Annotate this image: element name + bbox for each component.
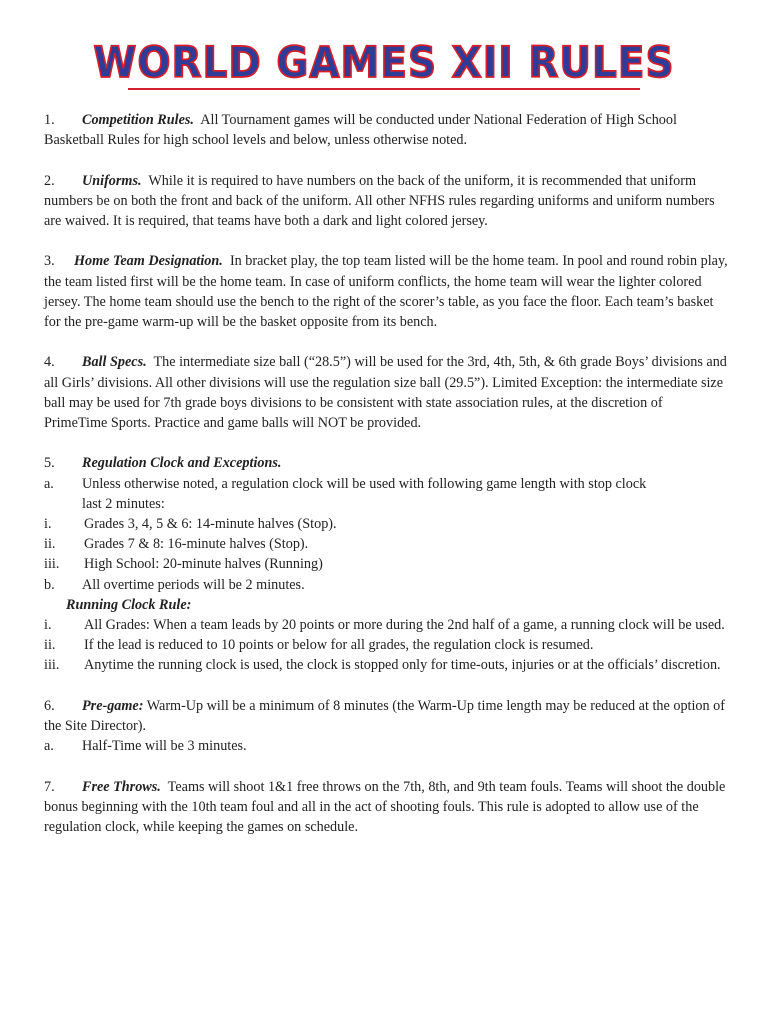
- running-clock-item: i. All Grades: When a team leads by 20 points or more during the 2nd half of a game, a running clock will be used.: [44, 617, 725, 634]
- rule-5-number: 5.: [44, 455, 55, 472]
- rule-2-number: 2.: [44, 172, 55, 189]
- rule-5-a-marker: a.: [44, 475, 54, 492]
- rule-6-text: Warm-Up will be a minimum of 8 minutes (the Warm-Up time length may be reduced at the option of the Site Director).: [44, 697, 725, 735]
- rule-5-item: i. Grades 3, 4, 5 & 6: 14-minute halves (Stop).: [44, 516, 337, 532]
- rule-5-b-marker: b.: [44, 576, 55, 593]
- rule-4-text: The intermediate size ball (“28.5”) will be used for the 3rd, 4th, 5th, & 6th grade Boys’ divisions and all Girls’ divisions. All other divisions will use the regulation size ball (29.5”). Limited Exception: the intermediate size ball may be used for 7th grade boys divisions to be consistent with state association rules, at the discretion of PrimeTime Sports. Practice and game balls will NOT be provided.: [44, 354, 727, 431]
- rule-3-text: In bracket play, the top team listed will be the home team. In pool and round robin play, the team listed first will be the home team. In case of uniform conflicts, the home team will wear the lighter colored jersey. The home team should use the bench to the right of the scorer’s table, as you face the floor. Each team’s basket for the pre-game warm-up will be the basket opposite from its bench.: [44, 253, 728, 330]
- rule-3: [44, 251, 729, 332]
- rule-5-title: Regulation Clock and Exceptions.: [82, 455, 282, 472]
- running-clock-title: Running Clock Rule:: [66, 596, 192, 613]
- rule-7-text: Teams will shoot 1&1 free throws on the 7th, 8th, and 9th team fouls. Teams will shoot the double bonus beginning with the 10th team foul and all in the act of shooting fouls. This rule is adopted to allow use of the regulation clock, while keeping the games on schedule.: [44, 778, 726, 836]
- rule-6-a: [44, 736, 729, 756]
- rule-3-title: Home Team Designation.: [74, 253, 223, 270]
- page-title: WORLD GAMES XII RULES: [93, 38, 675, 89]
- rule-1-title: Competition Rules.: [82, 112, 194, 128]
- rule-5-a: [44, 474, 729, 494]
- rule-6-title: Pre-game:: [82, 697, 144, 714]
- title-underline: [128, 88, 640, 90]
- rule-4-number: 4.: [44, 354, 55, 371]
- rules-body: [44, 110, 729, 837]
- rule-5-a-text: Unless otherwise noted, a regulation clock will be used with following game length with stop clock: [82, 475, 647, 492]
- rule-5-heading: [44, 453, 729, 473]
- rule-5-a-continued: last 2 minutes:: [82, 495, 165, 512]
- rule-1-text: All Tournament games will be conducted under National Federation of High School Basketball Rules for high school levels and below, unless otherwise noted.: [44, 112, 677, 149]
- rule-5-item: iii. High School: 20-minute halves (Running): [44, 556, 323, 573]
- rule-4: [44, 352, 729, 433]
- rule-2: [44, 171, 729, 232]
- rule-6-a-marker: a.: [44, 738, 54, 755]
- rule-7-title: Free Throws.: [82, 778, 161, 795]
- rule-1: [44, 110, 729, 150]
- rule-2-title: Uniforms.: [82, 172, 142, 189]
- rule-6-number: 6.: [44, 697, 55, 714]
- rule-5-b: [44, 575, 729, 595]
- running-clock-item: iii. Anytime the running clock is used, the clock is stopped only for time-outs, injuries or at the officials’ discretion.: [44, 657, 721, 674]
- rule-6-a-text: Half-Time will be 3 minutes.: [82, 738, 247, 755]
- rule-2-text: While it is required to have numbers on the back of the uniform, it is recommended that uniform numbers be on both the front and back of the uniform. All other NFHS rules regarding uniforms and uniform numbers are waived. It is required, that teams have both a dark and light colored jersey.: [44, 172, 715, 229]
- rule-1-number: 1.: [44, 112, 55, 128]
- rule-7: [44, 777, 729, 838]
- rule-3-number: 3.: [44, 253, 55, 270]
- rule-4-title: Ball Specs.: [82, 354, 147, 371]
- rule-6: [44, 696, 729, 736]
- rule-7-number: 7.: [44, 778, 55, 795]
- running-clock-item: ii. If the lead is reduced to 10 points or below for all grades, the regulation clock is resumed.: [44, 637, 594, 654]
- rule-5-item: ii. Grades 7 & 8: 16-minute halves (Stop).: [44, 536, 309, 553]
- rule-5-b-text: All overtime periods will be 2 minutes.: [82, 576, 305, 593]
